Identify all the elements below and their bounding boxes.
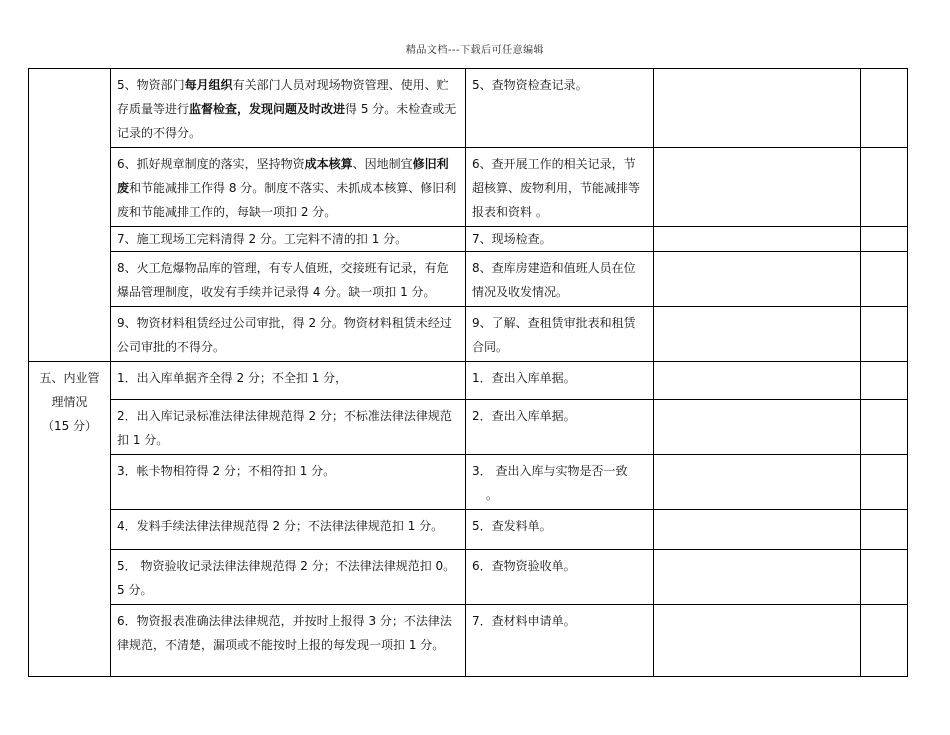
criteria-cell: 1．出入库单据齐全得 2 分；不全扣 1 分， <box>111 362 466 400</box>
category-score: （15 分） <box>41 419 98 433</box>
remark-cell <box>861 400 908 455</box>
remark-cell <box>861 362 908 400</box>
score-cell <box>654 510 861 550</box>
category-label: 理情况 <box>51 395 88 409</box>
score-cell <box>654 400 861 455</box>
criteria-cell: 8、火工危爆物品库的管理，有专人值班，交接班有记录，有危爆品管理制度，收发有手续并记录得 4 分。缺一项扣 1 分。 <box>111 252 466 307</box>
score-cell <box>654 362 861 400</box>
method-cell: 7、现场检查。 <box>466 227 654 252</box>
method-cell: 7．查材料申请单。 <box>466 605 654 677</box>
remark-cell <box>861 510 908 550</box>
score-cell <box>654 148 861 227</box>
criteria-cell: 5、物资部门每月组织有关部门人员对现场物资管理、使用、贮存质量等进行监督检查，发现问题及时改进得 5 分。未检查或无记录的不得分。 <box>111 69 466 148</box>
category-cell-empty <box>29 69 111 362</box>
score-cell <box>654 307 861 362</box>
page-header: 精品文档---下载后可任意编辑 <box>405 45 545 56</box>
remark-cell <box>861 605 908 677</box>
table-row <box>29 69 908 148</box>
method-cell: 5．查发料单。 <box>466 510 654 550</box>
criteria-cell: 9、物资材料租赁经过公司审批，得 2 分。物资材料租赁未经过公司审批的不得分。 <box>111 307 466 362</box>
score-cell <box>654 252 861 307</box>
remark-cell <box>861 550 908 605</box>
remark-cell <box>861 148 908 227</box>
remark-cell <box>861 307 908 362</box>
evaluation-table <box>28 68 908 677</box>
remark-cell <box>861 252 908 307</box>
criteria-cell: 6．物资报表准确法律法律规范，并按时上报得 3 分；不法律法律规范，不清楚，漏项或不能按时上报的每发现一项扣 1 分。 <box>111 605 466 677</box>
remark-cell <box>861 227 908 252</box>
table-row <box>29 227 908 252</box>
category-cell <box>29 362 111 677</box>
method-cell <box>466 455 654 510</box>
remark-cell <box>861 69 908 148</box>
table-row <box>29 252 908 307</box>
score-cell <box>654 455 861 510</box>
table-row <box>29 455 908 510</box>
method-cell: 8、查库房建造和值班人员在位情况及收发情况。 <box>466 252 654 307</box>
table-row <box>29 510 908 550</box>
method-text: 3． 查出入库与实物是否一致 <box>472 464 628 478</box>
score-cell <box>654 605 861 677</box>
method-cell: 6．查物资验收单。 <box>466 550 654 605</box>
table-row <box>29 605 908 677</box>
category-label: 五、内业管 <box>39 371 100 385</box>
method-cell: 6、查开展工作的相关记录，节超核算、废物利用，节能减排等报表和资料 。 <box>466 148 654 227</box>
method-cell: 2．查出入库单据。 <box>466 400 654 455</box>
criteria-cell: 5． 物资验收记录法律法律规范得 2 分；不法律法律规范扣 0。5 分。 <box>111 550 466 605</box>
method-cell: 1．查出入库单据。 <box>466 362 654 400</box>
table-row <box>29 400 908 455</box>
criteria-cell: 3．帐卡物相符得 2 分；不相符扣 1 分。 <box>111 455 466 510</box>
criteria-cell: 2．出入库记录标准法律法律规范得 2 分；不标准法律法律规范扣 1 分。 <box>111 400 466 455</box>
table-row <box>29 148 908 227</box>
criteria-cell: 7、施工现场工完料清得 2 分。工完料不清的扣 1 分。 <box>111 227 466 252</box>
table-row <box>29 550 908 605</box>
method-text: 。 <box>486 488 499 502</box>
score-cell <box>654 69 861 148</box>
score-cell <box>654 550 861 605</box>
table-row <box>29 307 908 362</box>
criteria-cell: 4．发料手续法律法律规范得 2 分；不法律法律规范扣 1 分。 <box>111 510 466 550</box>
remark-cell <box>861 455 908 510</box>
criteria-cell: 6、抓好规章制度的落实，坚持物资成本核算、因地制宜修旧利废和节能减排工作得 8 分。制度不落实、未抓成本核算、修旧利废和节能减排工作的，每缺一项扣 2 分。 <box>111 148 466 227</box>
table-row <box>29 362 908 400</box>
score-cell <box>654 227 861 252</box>
method-cell: 9、了解、查租赁审批表和租赁合同。 <box>466 307 654 362</box>
method-cell: 5、查物资检查记录。 <box>466 69 654 148</box>
